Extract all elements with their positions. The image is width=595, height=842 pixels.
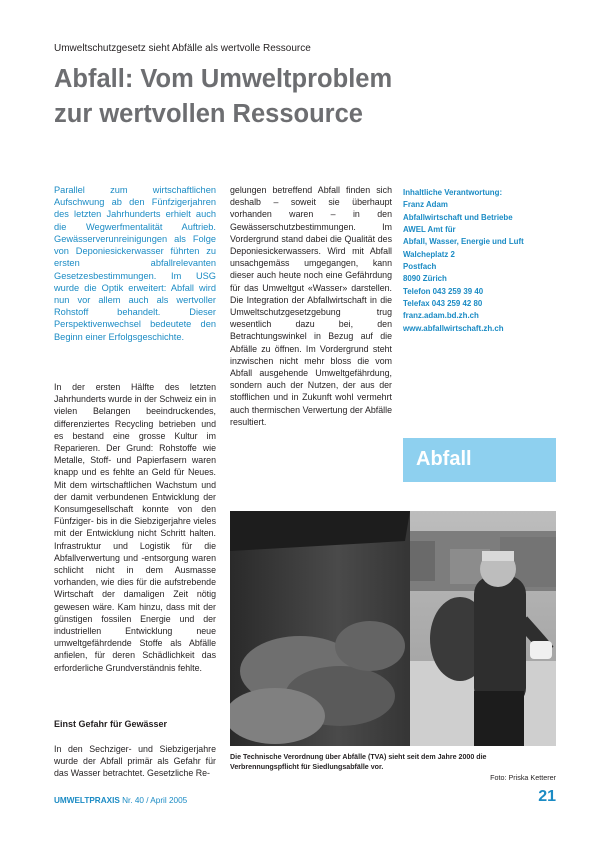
contact-fax: Telefax 043 259 42 80 — [403, 299, 483, 309]
issue-info: Nr. 40 / April 2005 — [122, 796, 188, 805]
contact-postbox: Postfach — [403, 262, 437, 272]
contact-office-full: Abfall, Wasser, Energie und Luft — [403, 237, 524, 247]
article-photo — [230, 511, 556, 746]
contact-street: Walcheplatz 2 — [403, 249, 455, 259]
section-label: Abfall — [416, 448, 472, 470]
body-paragraph-1: In der ersten Hälfte des letzten Jahrhunderts wurde in der Schweiz ein in vielen Belangen beeindruckendes, differenziertes Recycling betrieben und es bestand eine grosse Kultur im Reparieren. Der Grund: Rohstoffe wie Metalle, Stoff- und Papierfasern waren knapp und es fehlte an Geld für Neues. Mit dem wirtschaftlichen Wachstum und der damit verbundenen Entwicklung der Konsumgesellschaft konnte von den Fünfziger- bis in die Siebzigerjahre vieles mit der Entwicklung nicht Schritt halten. Infrastruktur und Logistik für die Abfallverwertung und -entsorgung waren schlicht nicht in dem Ausmasse vorhanden, wie dies für die aufstrebende Wirtschaft der damaligen Zeit nötig gewesen wäre. Kam hinzu, dass mit der günstigen fossilen Energie und der industriellen Entwicklung neue umweltgefährdende Stoffe als Abfälle anfielen, für deren Schädlichkeit das erforderliche Grundverständnis fehlte. — [54, 382, 216, 673]
contact-heading: Inhaltliche Verantwortung: — [403, 188, 503, 197]
garbage-worker-photo — [230, 511, 556, 746]
article-kicker: Umweltschutzgesetz sieht Abfälle als wertvolle Ressource — [54, 43, 311, 54]
body-paragraph-2: In den Sechziger- und Siebzigerjahre wurde der Abfall primär als Gefahr für das Wasser betrachtet. Gesetzliche Re- — [54, 744, 216, 779]
body-paragraph-col2: gelungen betreffend Abfall finden sich deshalb – soweit sie überhaupt vorhanden waren – in den Gewässerschutzbestimmungen. Im Vordergrund stand dabei die Qualität des Deponiesickerwassers. Wird mit Abfall unsachgemäss umgegangen, kann dieser auch heute noch eine Gefährdung für das Umweltgut «Wasser» darstellen. Die Integration der Abfallwirtschaft in die Umweltschutzgesetzgebung trug wesentlich dazu bei, den Betrachtungswinkel in Bezug auf die Abfälle zu öffnen. Im Vordergrund steht inzwischen nicht mehr bloss die vom Abfall ausgehende Umweltgefährdung, sondern auch der Nutzen, der aus der stofflichen und in Zukunft wohl vermehrt auch thermischen Verwertung der Abfälle resultiert. — [230, 185, 392, 427]
magazine-name: UMWELTPRAXIS — [54, 796, 120, 805]
lead-paragraph: Parallel zum wirtschaftlichen Aufschwung ab den Fünfzigerjahren des letzten Jahrhunderts erhielt auch die Wegwerfmentalität Auftrieb. Gewässerverunreinigungen als Folge von Deponiesickerwasser führten zu ersten abfallrelevanten Gesetzesbestimmungen. Im USG wurde die Optik erweitert: Abfall wird nun vor allem auch als wertvoller Rohstoff behandelt. Dieser Perspektivenwechsel bedeutete den Beginn einer Erfolgsgeschichte. — [54, 185, 216, 342]
article-title — [54, 62, 554, 132]
page-footer — [54, 796, 187, 805]
photo-caption: Die Technische Verordnung über Abfälle (TVA) sieht seit dem Jahre 2000 die Verbrennungspflicht für Siedlungsabfälle vor. — [230, 753, 487, 772]
title-line-2: zur wertvollen Ressource — [54, 100, 363, 128]
contact-email-link[interactable]: franz.adam.bd.zh.ch — [403, 311, 479, 321]
section-subheading: Einst Gefahr für Gewässer — [54, 719, 168, 729]
title-line-1: Abfall: Vom Umweltproblem — [54, 65, 393, 93]
contact-city: 8090 Zürich — [403, 274, 447, 284]
contact-office: AWEL Amt für — [403, 225, 456, 235]
photo-credit: Foto: Priska Ketterer — [490, 773, 556, 782]
contact-website-link[interactable]: www.abfallwirtschaft.zh.ch — [403, 323, 504, 333]
page-number: 21 — [538, 788, 556, 805]
contact-info — [403, 187, 553, 335]
contact-phone: Telefon 043 259 39 40 — [403, 286, 484, 296]
contact-name: Franz Adam — [403, 200, 448, 210]
contact-department: Abfallwirtschaft und Betriebe — [403, 212, 513, 222]
